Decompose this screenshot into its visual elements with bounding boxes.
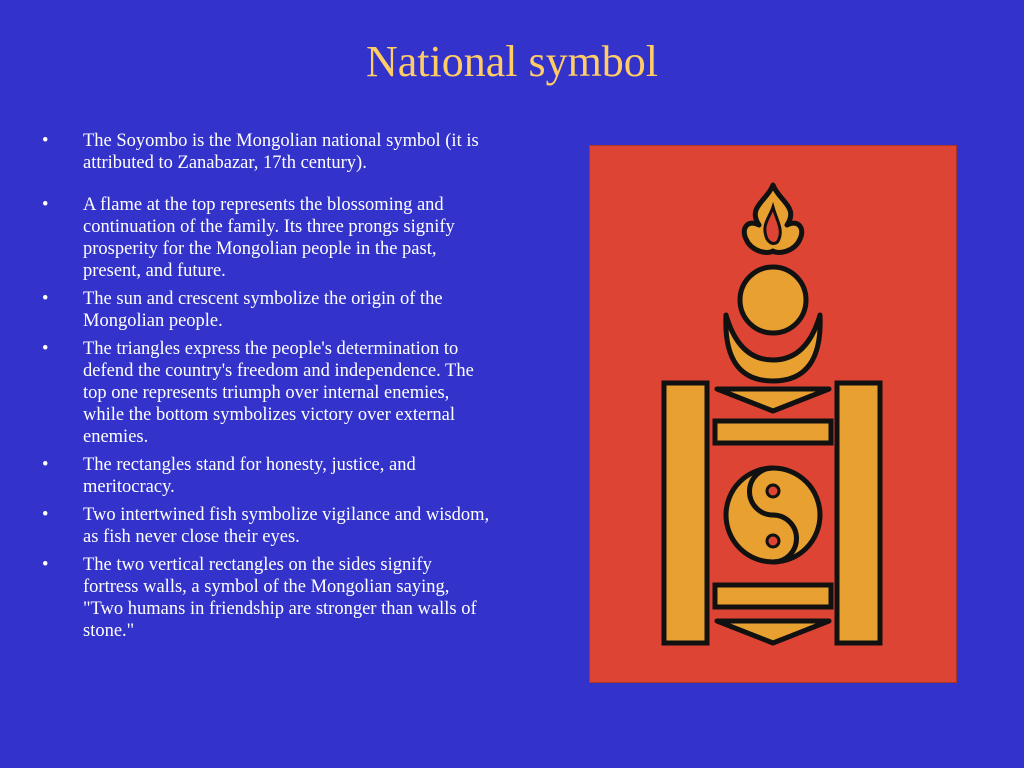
bullet-text: The rectangles stand for honesty, justice, and meritocracy.	[83, 455, 416, 497]
bullet-marker: •	[42, 555, 49, 575]
bullet-marker: •	[42, 195, 49, 215]
bullet-text: The sun and crescent symbolize the origin of the Mongolian people.	[83, 289, 443, 331]
soyombo-symbol	[589, 145, 957, 683]
slide-title: National symbol	[365, 37, 659, 86]
bullet-marker: •	[42, 289, 49, 309]
bullet-marker: •	[42, 505, 49, 525]
right-pillar-icon	[837, 383, 880, 643]
bullet-item	[40, 504, 490, 548]
bullet-item	[40, 338, 490, 448]
bullet-item	[40, 130, 490, 174]
bullet-item	[40, 554, 490, 642]
bullet-item	[40, 194, 490, 282]
bullet-text: Two intertwined fish symbolize vigilance and wisdom, as fish never close their eyes.	[83, 505, 490, 547]
bullet-text: The Soyombo is the Mongolian national symbol (it is attributed to Zanabazar, 17th century).	[83, 131, 479, 173]
bullet-marker: •	[42, 131, 49, 151]
top-rectangle-icon	[715, 421, 831, 443]
bottom-rectangle-icon	[715, 585, 831, 607]
bullet-text: The triangles express the people's determination to defend the country's freedom and independence. The top one represents triumph over internal enemies, while the bottom symbolizes victory over external enemies.	[83, 339, 474, 447]
bullet-text: The two vertical rectangles on the sides signify fortress walls, a symbol of the Mongolian saying, "Two humans in friendship are stronger than walls of stone."	[83, 555, 477, 641]
bullet-list	[40, 130, 490, 648]
bullet-item	[40, 288, 490, 332]
bullet-item	[40, 454, 490, 498]
left-pillar-icon	[664, 383, 707, 643]
fish-symbol-icon	[726, 468, 820, 562]
bullet-marker: •	[42, 455, 49, 475]
bullet-marker: •	[42, 339, 49, 359]
sun-icon	[740, 267, 806, 333]
bullet-text: A flame at the top represents the blossoming and continuation of the family. Its three prongs signify prosperity for the Mongolian people in the past, present, and future.	[83, 195, 455, 281]
